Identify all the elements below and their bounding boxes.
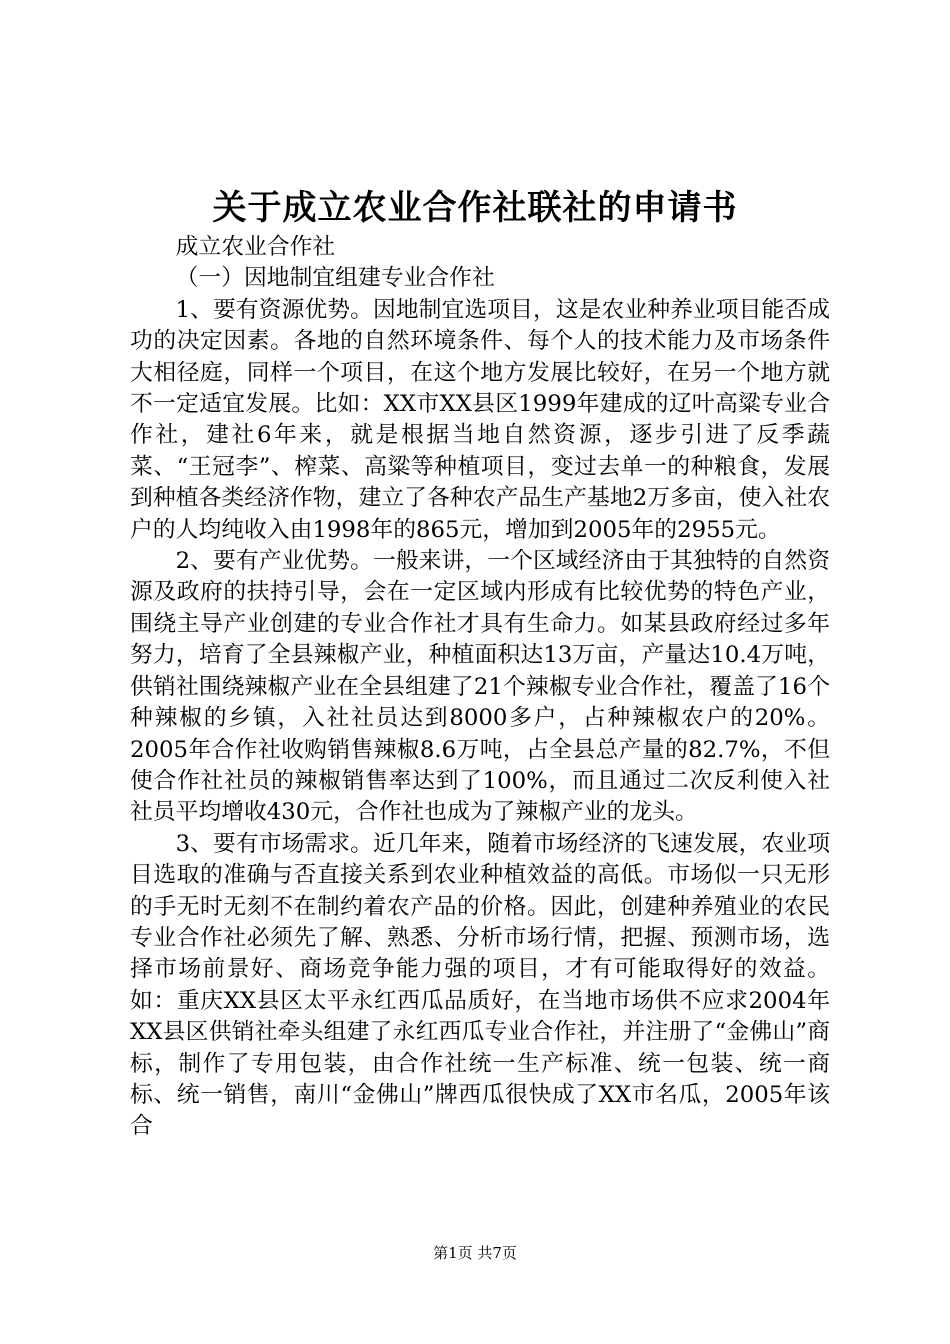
paragraph-subheading: （一）因地制宜组建专业合作社 — [175, 265, 495, 292]
paragraph-market-demand: 3、要有市场需求。近几年来，随着市场经济的飞速发展，农业项目选取的准确与否直接关系到农业种植效益的高低。市场似一只无形的手无时无刻不在制约着农产品的价格。因此，创建种养殖业的农民专业合作社必须先了解、熟悉、分析市场行情，把握、预测市场，选择市场前景好、商场竞争能力强的项目，才有可能取得好的效益。如：重庆XX县区太平永红西瓜品质好，在当地市场供不应求2004年XX县区供销社牵头组建了永红西瓜专业合作社，并注册了“金佛山”商标，制作了专用包装，由合作社统一生产标准、统一包装、统一商标、统一销售，南川“金佛山”牌西瓜很快成了XX市名瓜，2005年该合 — [130, 830, 830, 1140]
page-number-footer: 第1页 共7页 — [433, 1244, 517, 1262]
paragraph-resource-advantage: 1、要有资源优势。因地制宜选项目，这是农业种养业项目能否成功的决定因素。各地的自然环境条件、每个人的技术能力及市场条件大相径庭，同样一个项目，在这个地方发展比较好，在另一个地方就不一定适宜发展。比如：XX市XX县区1999年建成的辽叶高粱专业合作社，建社6年来，就是根据当地自然资源，逐步引进了反季蔬菜、“王冠李”、榨菜、高粱等种植项目，变过去单一的种粮食，发展到种植各类经济作物，建立了各种农产品生产基地2万多亩，使入社农户的人均纯收入由1998年的865元，增加到2005年的2955元。 — [130, 296, 830, 543]
paragraph-heading: 成立农业合作社 — [175, 234, 336, 260]
paragraph-industry-advantage: 2、要有产业优势。一般来讲，一个区域经济由于其独特的自然资源及政府的扶持引导，会在一定区域内形成有比较优势的特色产业，围绕主导产业创建的专业合作社才具有生命力。如某县政府经过多年努力，培育了全县辣椒产业，种植面积达13万亩，产量达10.4万吨，供销社围绕辣椒产业在全县组建了21个辣椒专业合作社，覆盖了16个种辣椒的乡镇，入社社员达到8000多户，占种辣椒农户的20%。2005年合作社收购销售辣椒8.6万吨，占全县总产量的82.7%，不但使合作社社员的辣椒销售率达到了100%，而且通过二次反利使入社社员平均增收430元，合作社也成为了辣椒产业的龙头。 — [130, 548, 830, 826]
document-body — [130, 232, 830, 1143]
document-title: 关于成立农业合作社联社的申请书 — [212, 188, 738, 228]
